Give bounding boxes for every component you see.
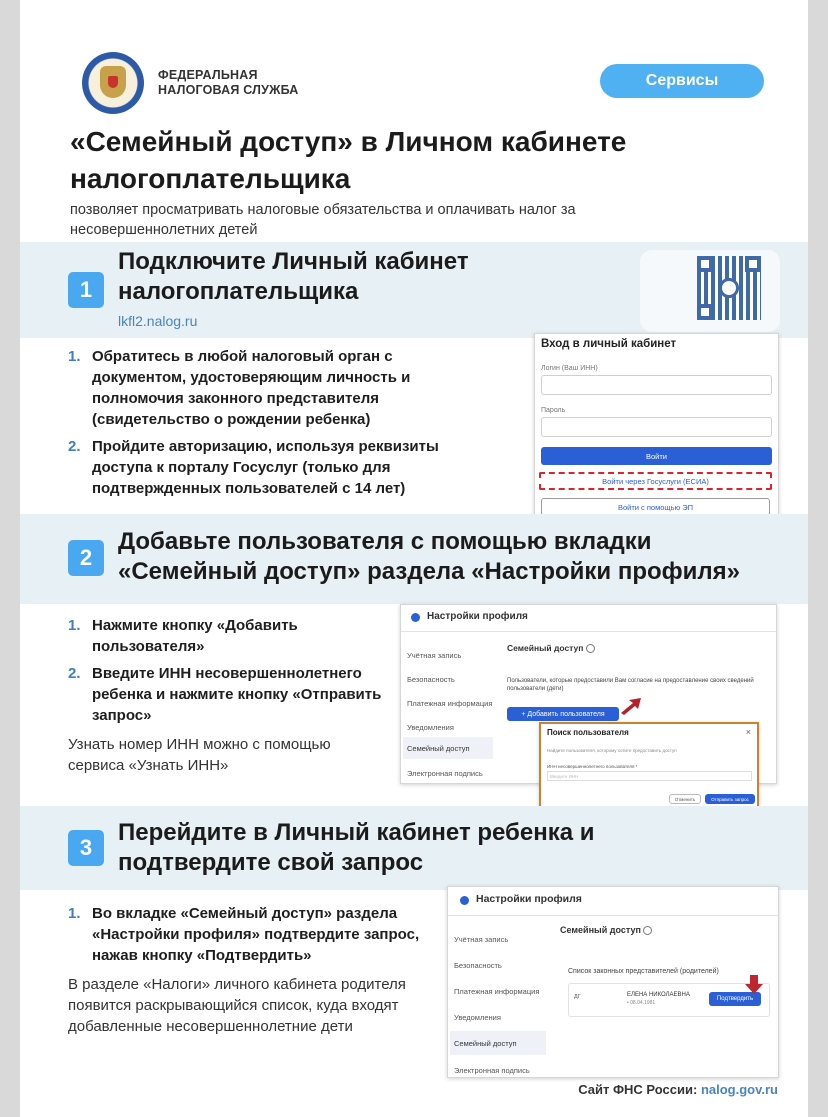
list-item (68, 663, 398, 726)
step1-number: 1 (68, 272, 104, 308)
help-icon[interactable] (586, 644, 595, 653)
org-line-2: НАЛОГОВАЯ СЛУЖБА (158, 83, 299, 97)
family-section-title (507, 643, 595, 653)
list-item (68, 436, 453, 499)
list-item (68, 903, 448, 966)
settings-title: Настройки профиля (476, 893, 582, 905)
divider (448, 915, 778, 916)
fns-emblem-logo (82, 52, 144, 114)
login-button[interactable]: Войти (541, 447, 772, 465)
step1-list (68, 346, 453, 505)
footer-label: Сайт ФНС России: (578, 1082, 698, 1097)
list-item (68, 346, 453, 430)
step2-heading-line-1: Добавьте пользователя с помощью вкладки (118, 528, 652, 555)
confirm-button[interactable]: Подтвердить (709, 992, 761, 1006)
step3-number: 3 (68, 830, 104, 866)
back-icon[interactable] (411, 613, 420, 622)
qr-corner (697, 256, 713, 272)
step2-note: Узнать номер ИНН можно с помощью сервиса «Узнать ИНН» (68, 736, 331, 774)
sidebar-item-payment[interactable]: Платежная информация (454, 987, 540, 996)
step3-heading-line-2: подтвердите свой запрос (118, 849, 424, 876)
dialog-field-label: ИНН несовершеннолетнего пользователя * (547, 764, 638, 769)
sidebar-item-signature[interactable]: Электронная подпись (407, 769, 483, 778)
step3-heading (118, 818, 595, 878)
login-label: Логин (Ваш ИНН) (541, 365, 598, 372)
arrow-down-icon (744, 975, 764, 995)
help-icon[interactable] (643, 926, 652, 935)
qr-corner (745, 256, 761, 272)
qr-emblem-icon (719, 278, 739, 298)
sidebar-item-notifications[interactable]: Уведомления (407, 723, 454, 732)
item-text: Нажмите кнопку «Добавить пользователя» (92, 617, 298, 655)
item-number: 1. (68, 348, 81, 365)
login-field[interactable] (541, 375, 772, 395)
avatar: ДГ (574, 994, 581, 1000)
section-label: Семейный доступ (560, 925, 641, 935)
sidebar-item-security[interactable]: Безопасность (407, 675, 455, 684)
shield-icon (108, 76, 118, 88)
step2-heading-line-2: «Семейный доступ» раздела «Настройки профиля» (118, 558, 740, 585)
footer-link[interactable]: nalog.gov.ru (700, 1082, 778, 1097)
sidebar-item-family[interactable]: Семейный доступ (407, 744, 470, 753)
organization-name (158, 68, 299, 98)
step2-list (68, 615, 398, 732)
representatives-label: Список законных представителей (родителей) (568, 968, 719, 975)
title-line-1: «Семейный доступ» в Личном кабинете (70, 126, 627, 157)
step2-number: 2 (68, 540, 104, 576)
item-text: Пройдите авторизацию, используя реквизиты доступа к порталу Госуслуг (только для подтвержденных пользователей с 14 лет) (92, 438, 439, 497)
item-number: 2. (68, 438, 81, 455)
esia-login-button[interactable]: Войти через Госуслуги (ЕСИА) (539, 472, 772, 490)
person-name: ЕЛЕНА НИКОЛАЕВНА (627, 992, 690, 998)
list-item (68, 615, 398, 657)
cancel-button[interactable]: Отменить (669, 794, 701, 804)
services-button[interactable]: Сервисы (600, 64, 764, 98)
qr-corner (697, 304, 713, 320)
section-label: Семейный доступ (507, 643, 584, 653)
infographic-page (20, 0, 808, 1117)
item-number: 1. (68, 617, 81, 634)
eagle-emblem-icon (100, 66, 126, 98)
org-line-1: ФЕДЕРАЛЬНАЯ (158, 68, 258, 82)
divider (401, 631, 776, 632)
step2-heading (118, 527, 740, 587)
footer (578, 1082, 778, 1097)
search-user-dialog (539, 722, 759, 808)
close-icon[interactable]: × (745, 727, 751, 737)
password-field[interactable] (541, 417, 772, 437)
login-screenshot (534, 333, 779, 520)
step3-heading-line-1: Перейдите в Личный кабинет ребенка и (118, 819, 595, 846)
login-title: Вход в личный кабинет (541, 338, 677, 350)
sidebar-item-security[interactable]: Безопасность (454, 961, 502, 970)
sidebar-item-signature[interactable]: Электронная подпись (454, 1066, 530, 1075)
password-label: Пароль (541, 407, 566, 414)
page-subtitle: позволяет просматривать налоговые обязательства и оплачивать налог за несовершеннолетних детей (70, 202, 576, 238)
item-text: Обратитесь в любой налоговый орган с документом, удостоверяющим личность и полномочия законного представителя (свидетельство о рождении ребенка) (92, 348, 411, 428)
confirm-screenshot (447, 886, 779, 1078)
back-icon[interactable] (460, 896, 469, 905)
representative-card (568, 983, 770, 1017)
page-title (70, 123, 730, 197)
item-number: 2. (68, 665, 81, 682)
person-date: • 08.04.1981 (627, 1000, 656, 1006)
qr-code-icon[interactable] (697, 256, 761, 320)
sidebar-item-account[interactable]: Учётная запись (454, 935, 509, 944)
inn-input[interactable]: Введите ИНН (547, 771, 752, 781)
step1-heading-line-1: Подключите Личный кабинет (118, 248, 469, 275)
send-request-button[interactable]: Отправить запрос (705, 794, 755, 804)
settings-title: Настройки профиля (427, 611, 528, 622)
sidebar-item-notifications[interactable]: Уведомления (454, 1013, 501, 1022)
dialog-title: Поиск пользователя (547, 728, 629, 737)
item-number: 1. (68, 905, 81, 922)
family-description: Пользователи, которые предоставили Вам согласие на предоставление своих сведений пользователи (дети) (507, 678, 754, 692)
item-text: Во вкладке «Семейный доступ» раздела «Настройки профиля» подтвердите запрос, нажав кнопку «Подтвердить» (92, 905, 420, 964)
sidebar-item-payment[interactable]: Платежная информация (407, 699, 493, 708)
step3-note: В разделе «Налоги» личного кабинета родителя появится раскрывающийся список, куда входят добавленные несовершеннолетние дети (68, 976, 406, 1035)
step1-heading (118, 247, 469, 307)
arrow-pointer-icon (619, 697, 643, 715)
family-section-title (560, 925, 652, 935)
dialog-hint: Найдите пользователя, которому хотите предоставить доступ (547, 748, 677, 753)
sidebar-item-family[interactable]: Семейный доступ (454, 1039, 517, 1048)
lkfl-link[interactable]: lkfl2.nalog.ru (118, 313, 198, 329)
title-line-2: налогоплательщика (70, 163, 351, 194)
add-user-button[interactable]: + Добавить пользователя (507, 707, 619, 721)
item-text: Введите ИНН несовершеннолетнего ребенка и нажмите кнопку «Отправить запрос» (92, 665, 382, 724)
ep-login-button[interactable]: Войти с помощью ЭП (541, 498, 770, 516)
step1-heading-line-2: налогоплательщика (118, 278, 359, 305)
sidebar-item-account[interactable]: Учётная запись (407, 651, 462, 660)
step3-list (68, 903, 448, 972)
